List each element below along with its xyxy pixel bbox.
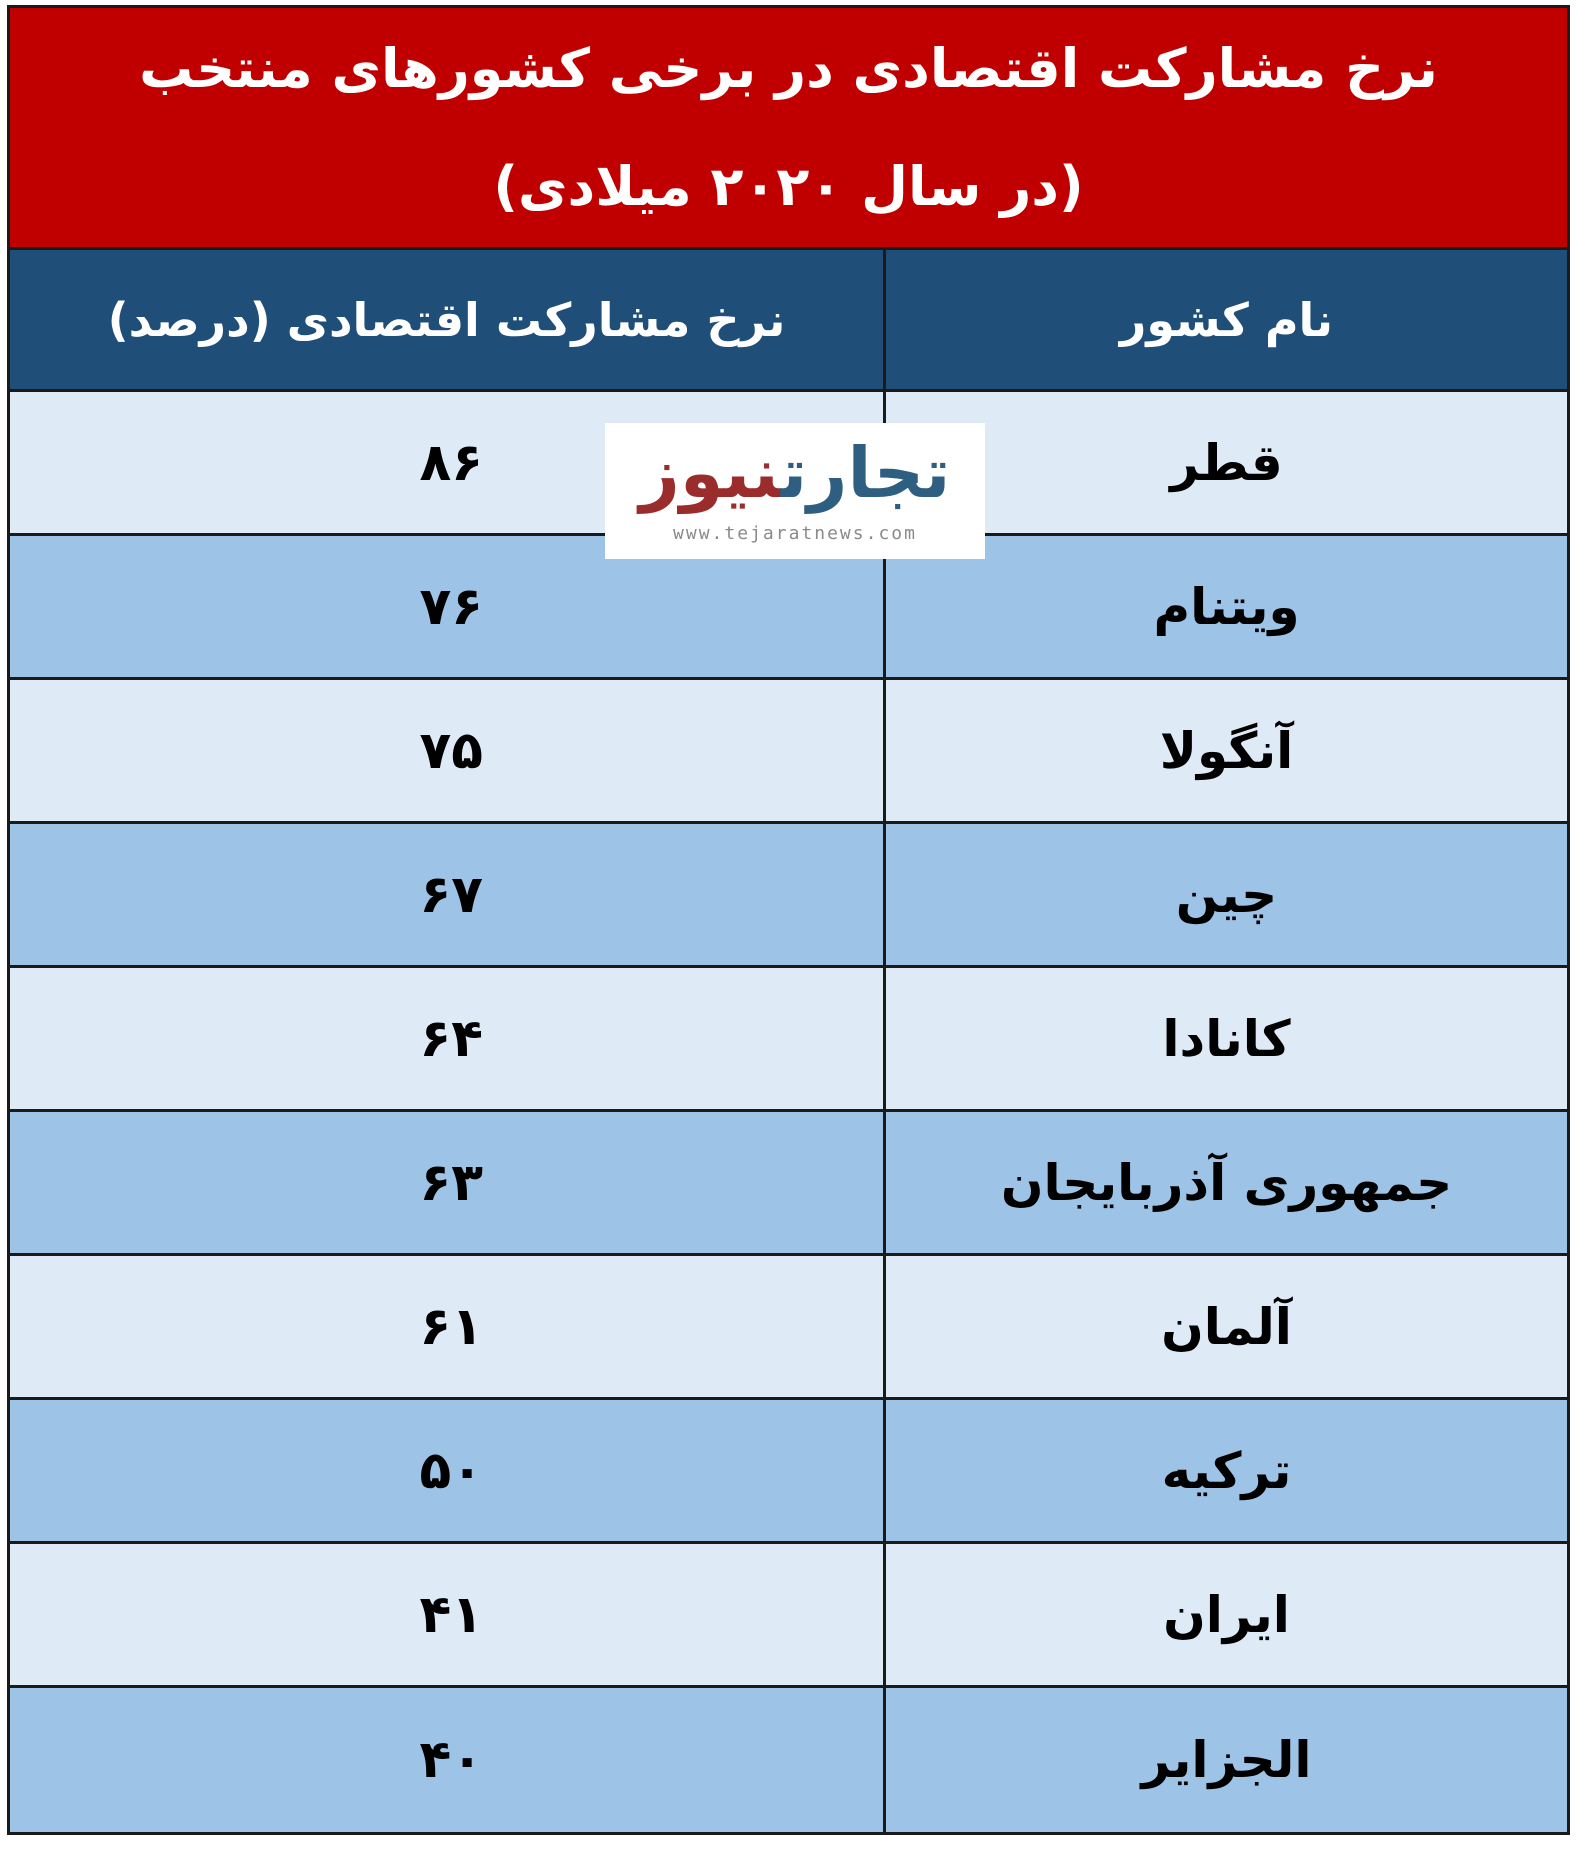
watermark-brand-part2: نیوز (639, 432, 781, 514)
table-row (10, 680, 1567, 824)
table-row (10, 1688, 1567, 1832)
table-row (10, 1544, 1567, 1688)
table-row (10, 1400, 1567, 1544)
title-line-2: (در سال ۲۰۲۰ میلادی) (493, 154, 1084, 218)
country-cell: ویتنام (883, 536, 1567, 677)
table-title (10, 8, 1567, 250)
rate-cell: ۷۶ (419, 576, 483, 637)
table-row (10, 968, 1567, 1112)
watermark-brand (605, 427, 985, 519)
table-row (10, 1112, 1567, 1256)
rate-cell: ۴۰ (419, 1730, 483, 1790)
header-country: نام کشور (883, 250, 1567, 389)
country-cell: ایران (883, 1544, 1567, 1685)
country-cell: قطر (883, 392, 1567, 533)
rate-cell: ۴۱ (419, 1584, 483, 1645)
table-row (10, 824, 1567, 968)
header-rate: نرخ مشارکت اقتصادی (درصد) (107, 292, 786, 347)
rate-cell: ۵۰ (419, 1440, 483, 1501)
country-cell: آنگولا (883, 680, 1567, 821)
country-cell: الجزایر (883, 1688, 1567, 1832)
participation-table (7, 5, 1570, 1835)
country-cell: جمهوری آذربایجان (883, 1112, 1567, 1253)
country-cell: کانادا (883, 968, 1567, 1109)
header-row (10, 250, 1567, 392)
rate-cell: ۸۶ (419, 432, 483, 493)
rate-cell: ۷۵ (419, 720, 483, 781)
table-row (10, 1256, 1567, 1400)
watermark-brand-part1: تجارت (780, 432, 951, 514)
title-line-1: نرخ مشارکت اقتصادی در برخی کشورهای منتخب (139, 36, 1438, 100)
watermark-logo (605, 423, 985, 559)
rate-cell: ۶۴ (419, 1008, 483, 1069)
rate-cell: ۶۷ (419, 864, 483, 925)
rate-cell: ۶۳ (419, 1152, 483, 1213)
country-cell: چین (883, 824, 1567, 965)
country-cell: ترکیه (883, 1400, 1567, 1541)
country-cell: آلمان (883, 1256, 1567, 1397)
rate-cell: ۶۱ (419, 1296, 483, 1357)
watermark-url: www.tejaratnews.com (673, 523, 917, 544)
